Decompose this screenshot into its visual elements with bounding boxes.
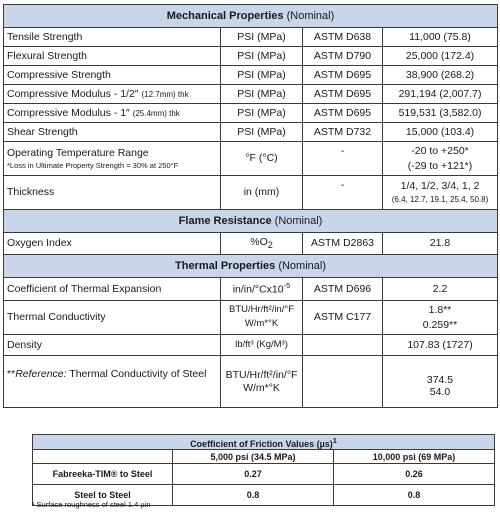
reference-value-cell	[383, 356, 498, 408]
table-row	[4, 66, 498, 85]
reference-unit-metric: W/m*°K	[243, 381, 280, 394]
property-name: Shear Strength	[4, 123, 221, 142]
table-row	[4, 356, 498, 408]
property-name: Oxygen Index	[4, 233, 221, 255]
table-row	[4, 142, 498, 176]
friction-value: 0.8	[173, 485, 334, 506]
friction-value: 0.27	[173, 464, 334, 485]
friction-header	[33, 435, 495, 450]
property-unit: PSI (MPa)	[221, 85, 303, 104]
property-unit: PSI (MPa)	[221, 47, 303, 66]
property-value: 25,000 (172.4)	[383, 47, 498, 66]
property-name: Compressive Strength	[4, 66, 221, 85]
friction-footnote: ¹ Surface roughness of steel 1.4 µin	[32, 500, 151, 509]
property-value: 519,531 (3,582.0)	[383, 104, 498, 123]
mechanical-nominal: (Nominal)	[286, 9, 335, 22]
property-unit: lb/ft³ (Kg/M³)	[221, 335, 303, 356]
unit-superscript: -5	[283, 281, 291, 291]
property-unit: °F (°C)	[221, 142, 303, 176]
friction-col-header: 5,000 psi (34.5 MPa)	[173, 450, 334, 464]
property-name: Compressive Modulus - 1″	[7, 106, 130, 119]
property-name-cell	[4, 104, 221, 123]
friction-title-footnote-mark: 1	[332, 435, 337, 445]
mechanical-title: Mechanical Properties	[166, 9, 284, 22]
property-value-cell	[383, 301, 498, 335]
property-unit: BTU/Hr/ft²/in/°F	[228, 304, 295, 316]
property-unit	[221, 278, 303, 301]
property-unit: in (mm)	[221, 176, 303, 210]
property-name: Compressive Modulus - 1/2″	[7, 87, 139, 100]
property-value: 2.2	[383, 278, 498, 301]
property-method: ASTM D695	[303, 66, 383, 85]
property-method: ASTM D2863	[303, 233, 383, 255]
table-row	[4, 301, 498, 335]
property-value-cell	[383, 176, 498, 210]
property-method: ASTM D695	[303, 104, 383, 123]
property-footnote: *Loss in Ultimate Property Strength = 30% at 250°F	[7, 160, 179, 170]
friction-subheader-row	[33, 450, 495, 464]
property-name: Thickness	[4, 176, 221, 210]
property-value: 107.83 (1727)	[383, 335, 498, 356]
table-row	[33, 464, 495, 485]
friction-table	[32, 434, 495, 506]
reference-text: Thermal Conductivity of Steel	[66, 368, 207, 380]
mechanical-header-row	[4, 5, 498, 28]
property-value: 38,900 (268.2)	[383, 66, 498, 85]
property-method: ASTM D696	[303, 278, 383, 301]
property-method: -	[303, 176, 383, 210]
friction-col-header: 10,000 psi (69 MPa)	[334, 450, 495, 464]
property-method	[303, 335, 383, 356]
reference-label: Reference:	[15, 368, 67, 380]
property-unit-metric: W/m*°K	[244, 318, 279, 329]
table-row	[4, 335, 498, 356]
table-row	[4, 233, 498, 255]
unit-subscript: 2	[267, 240, 273, 251]
table-row	[4, 85, 498, 104]
thermal-header-row	[4, 255, 498, 278]
property-unit-cell	[221, 301, 303, 335]
thermal-title: Thermal Properties	[175, 259, 276, 272]
reference-value: 374.5	[426, 373, 454, 386]
property-method: ASTM D732	[303, 123, 383, 142]
property-unit: PSI (MPa)	[221, 123, 303, 142]
reference-value-metric: 54.0	[429, 385, 451, 398]
property-value: 291,194 (2,007.7)	[383, 85, 498, 104]
friction-header-row	[33, 435, 495, 450]
properties-table	[3, 4, 498, 408]
property-value: 1/4, 1/2, 3/4, 1, 2	[400, 180, 480, 193]
property-name: Coefficient of Thermal Expansion	[4, 278, 221, 301]
table-row	[4, 176, 498, 210]
property-value: 1.8**	[428, 303, 452, 316]
property-value: -20 to +250*	[411, 145, 469, 158]
property-name-cell	[4, 85, 221, 104]
property-name: Operating Temperature Range	[7, 146, 149, 159]
reference-method	[303, 356, 383, 408]
table-row	[4, 278, 498, 301]
property-method: ASTM D790	[303, 47, 383, 66]
property-method: ASTM D695	[303, 85, 383, 104]
table-row	[4, 28, 498, 47]
table-row	[4, 47, 498, 66]
property-name-cell	[4, 142, 221, 176]
property-unit	[221, 233, 303, 255]
friction-title: Coefficient of Friction Values (µs)	[190, 438, 333, 449]
property-value-metric: (6.4, 12.7, 19.1, 25.4, 50.8)	[391, 195, 489, 205]
flame-header	[4, 210, 498, 233]
reference-unit-cell	[221, 356, 303, 408]
flame-header-row	[4, 210, 498, 233]
friction-corner	[33, 450, 173, 464]
property-method: ASTM D638	[303, 28, 383, 47]
property-method: ASTM C177	[303, 301, 383, 335]
property-name: Thermal Conductivity	[4, 301, 221, 335]
property-value: 15,000 (103.4)	[383, 123, 498, 142]
property-unit: PSI (MPa)	[221, 28, 303, 47]
property-value-metric: (-29 to +121*)	[407, 159, 473, 172]
property-name-detail: (25.4mm) thk	[132, 108, 180, 118]
table-row	[4, 104, 498, 123]
reference-unit: BTU/Hr/ft²/in/°F	[225, 369, 298, 382]
unit-main: %O	[250, 236, 268, 249]
property-method: -	[303, 142, 383, 176]
flame-nominal: (Nominal)	[274, 214, 323, 227]
friction-value: 0.8	[334, 485, 495, 506]
thermal-nominal: (Nominal)	[278, 259, 327, 272]
table-row	[4, 123, 498, 142]
friction-value: 0.26	[334, 464, 495, 485]
property-name: Flexural Strength	[4, 47, 221, 66]
mechanical-header	[4, 5, 498, 28]
property-unit: PSI (MPa)	[221, 66, 303, 85]
property-value-metric: 0.259**	[422, 319, 458, 331]
property-name-detail: (12.7mm) thk	[141, 89, 189, 99]
friction-row-label: Steel to Steel	[33, 485, 173, 506]
friction-row-label: Fabreeka-TIM® to Steel	[33, 464, 173, 485]
property-value: 11,000 (75.8)	[383, 28, 498, 47]
reference-prefix: **	[7, 368, 16, 380]
property-value-cell	[383, 142, 498, 176]
property-unit: PSI (MPa)	[221, 104, 303, 123]
flame-title: Flame Resistance	[178, 214, 272, 227]
property-name: Density	[4, 335, 221, 356]
thermal-header	[4, 255, 498, 278]
property-name: Tensile Strength	[4, 28, 221, 47]
property-value: 21.8	[383, 233, 498, 255]
unit-main: in/in/°Cx10	[232, 283, 284, 296]
reference-cell	[4, 356, 221, 408]
